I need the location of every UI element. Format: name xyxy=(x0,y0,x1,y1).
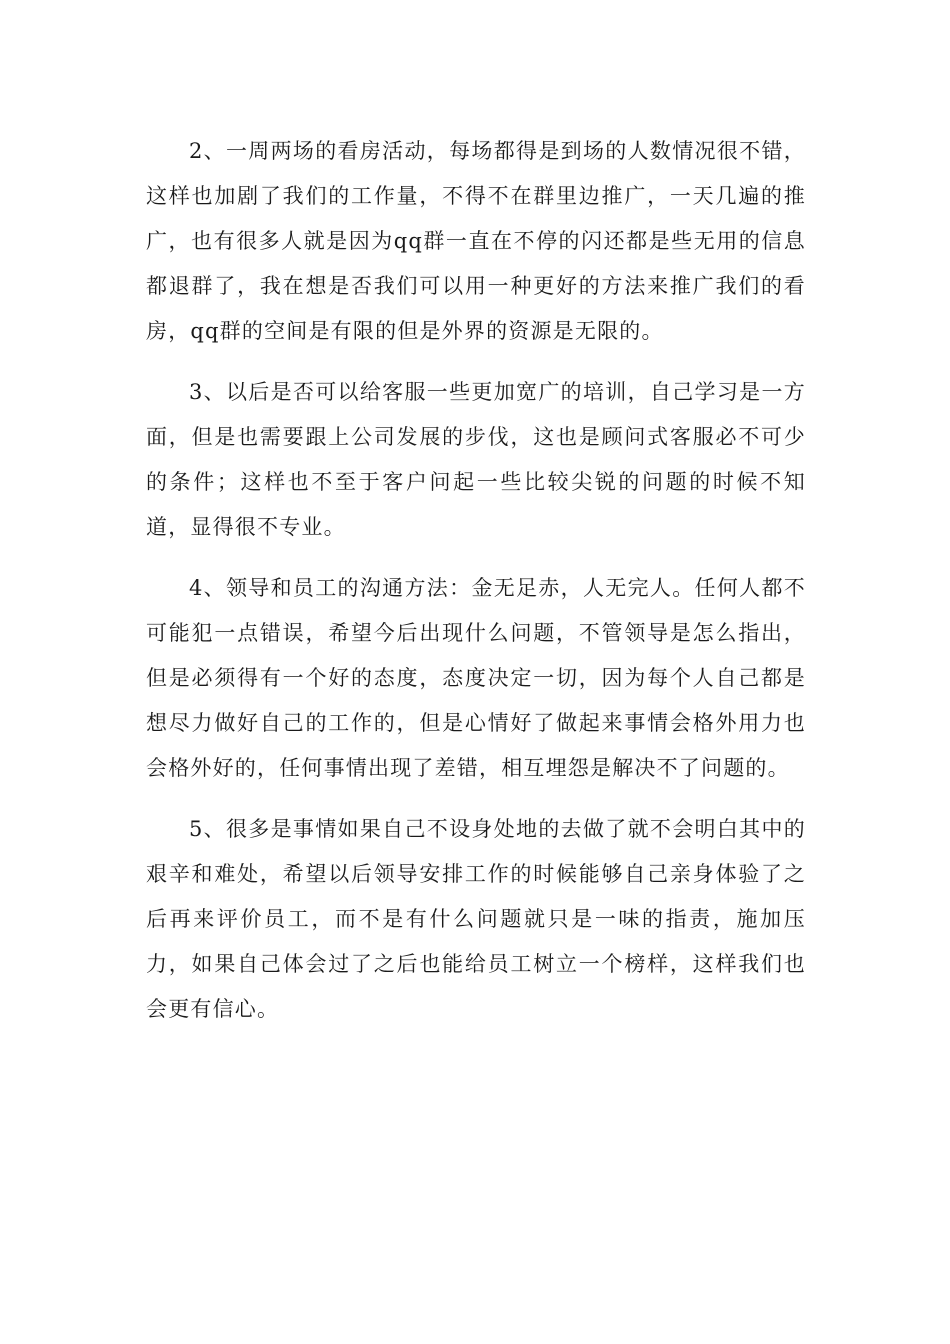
paragraph-4: 4、领导和员工的沟通方法：金无足赤，人无完人。任何人都不可能犯一点错误，希望今后出现什么问题，不管领导是怎么指出，但是必须得有一个好的态度，态度决定一切，因为每个人自己都是想尽力做好自己的工作的，但是心情好了做起来事情会格外用力也会格外好的，任何事情出现了差错，相互埋怨是解决不了问题的。 xyxy=(146,576,806,780)
paragraph-3: 3、以后是否可以给客服一些更加宽广的培训，自己学习是一方面，但是也需要跟上公司发展的步伐，这也是顾问式客服必不可少的条件；这样也不至于客户问起一些比较尖锐的问题的时候不知道，显得很不专业。 xyxy=(146,380,806,539)
paragraph-2: 2、一周两场的看房活动，每场都得是到场的人数情况很不错，这样也加剧了我们的工作量，不得不在群里边推广，一天几遍的推广，也有很多人就是因为qq群一直在不停的闪还都是些无用的信息都退群了，我在想是否我们可以用一种更好的方法来推广我们的看房，qq群的空间是有限的但是外界的资源是无限的。 xyxy=(146,139,806,343)
document-body xyxy=(146,129,806,1048)
paragraph-5: 5、很多是事情如果自己不设身处地的去做了就不会明白其中的艰辛和难处，希望以后领导安排工作的时候能够自己亲身体验了之后再来评价员工，而不是有什么问题就只是一味的指责，施加压力，如果自己体会过了之后也能给员工树立一个榜样，这样我们也会更有信心。 xyxy=(146,817,806,1021)
